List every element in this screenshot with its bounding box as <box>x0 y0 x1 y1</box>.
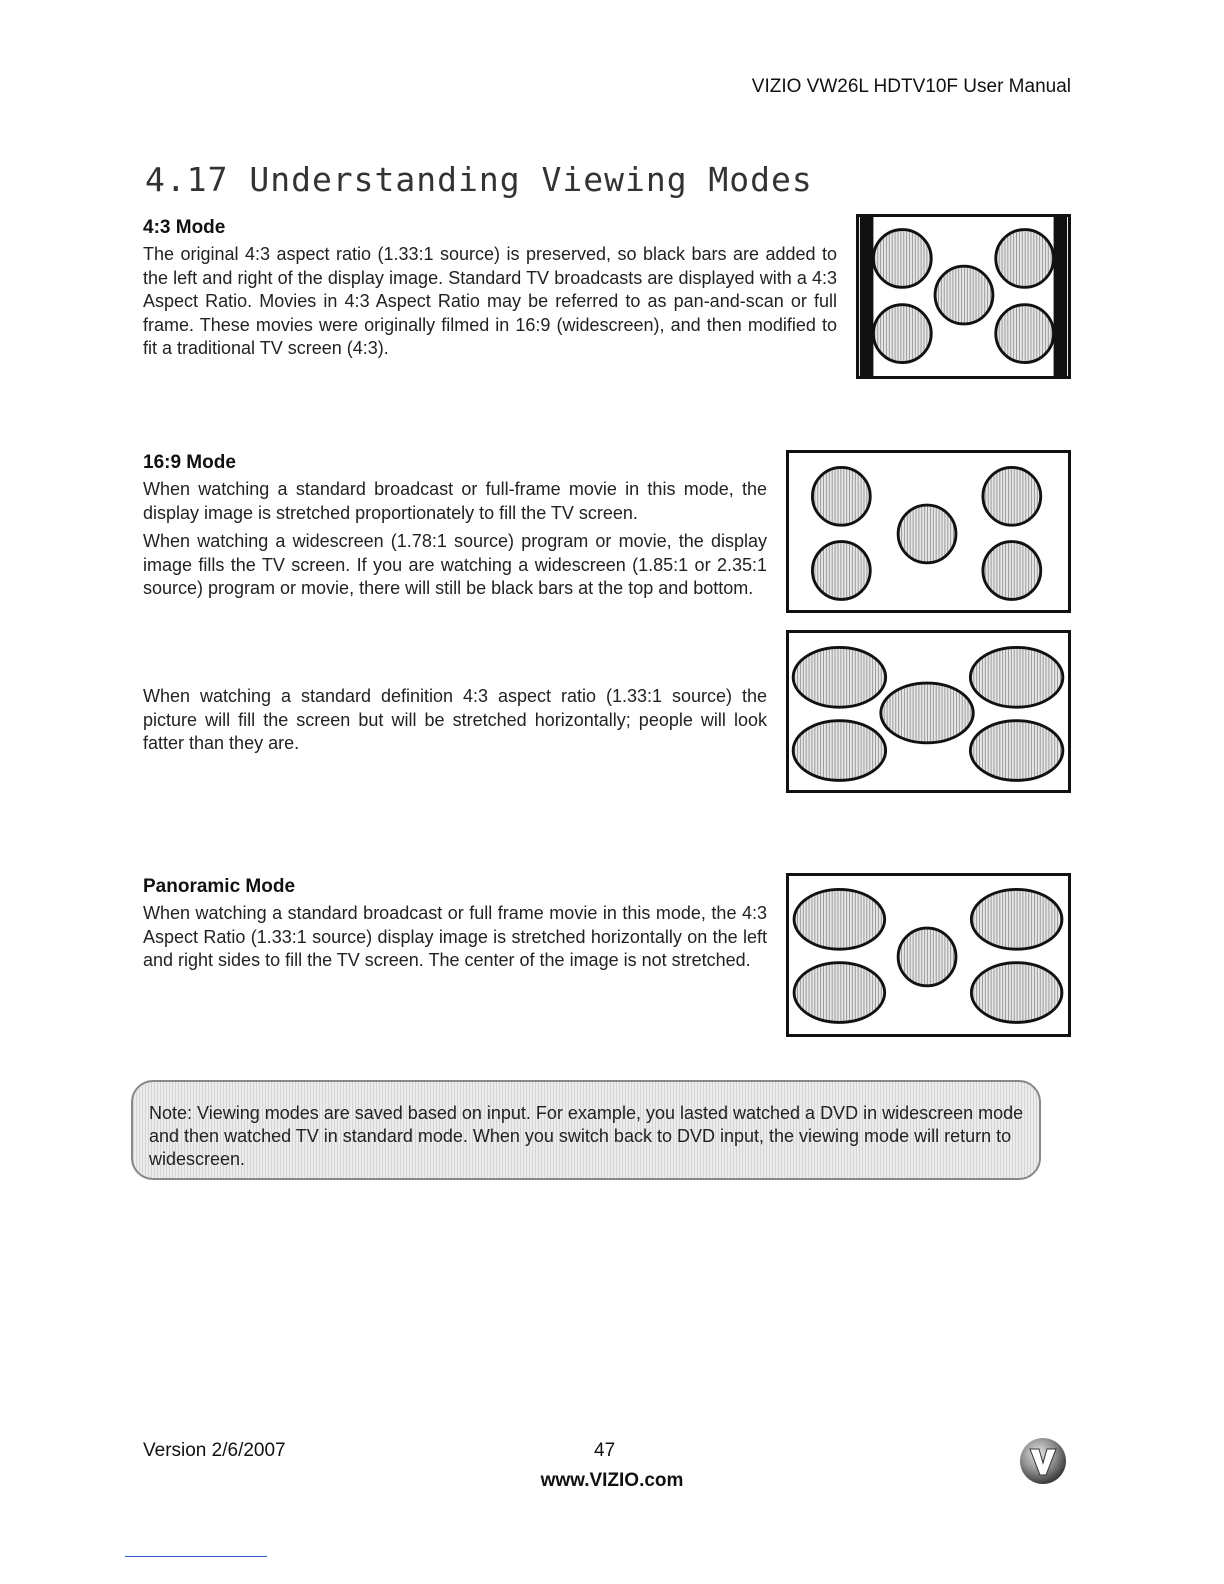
circle-shape <box>873 305 931 363</box>
ellipse-shape <box>971 889 1062 949</box>
mode-16-9-paragraph-3: When watching a standard definition 4:3 aspect ratio (1.33:1 source) the picture will fill the screen but will be stretched horizontally; people will look fatter than they are. <box>143 686 767 753</box>
mode-4-3-section <box>143 217 837 361</box>
circle-shape <box>898 505 956 563</box>
note-box <box>131 1080 1041 1180</box>
circle-shape <box>983 467 1041 525</box>
figure-panoramic-mode <box>786 873 1071 1037</box>
figure-16-9-widescreen-svg <box>789 453 1068 610</box>
left-black-bar <box>860 217 873 376</box>
figure-panoramic-svg <box>789 876 1068 1034</box>
figure-16-9-stretched-svg <box>789 633 1068 790</box>
page-number: 47 <box>594 1440 616 1461</box>
mode-16-9-stretch-section <box>143 685 767 756</box>
ellipse-shape <box>794 963 885 1023</box>
version-label: Version 2/6/2007 <box>143 1440 286 1461</box>
figure-16-9-stretched <box>786 630 1071 793</box>
circle-shape <box>873 230 931 288</box>
mode-16-9-section <box>143 452 767 601</box>
ellipse-shape <box>970 721 1062 781</box>
circle-shape <box>996 305 1054 363</box>
mode-4-3-heading: 4:3 Mode <box>143 217 226 238</box>
note-text: Note: Viewing modes are saved based on input. For example, you lasted watched a DVD in widescreen mode and then watched TV in standard mode. When you switch back to DVD input, the viewing mode will return to widescreen. <box>149 1103 1024 1169</box>
figure-4-3-mode <box>856 214 1071 379</box>
circle-shape <box>898 928 956 986</box>
panoramic-mode-section <box>143 876 767 973</box>
panoramic-mode-heading: Panoramic Mode <box>143 876 296 897</box>
ellipse-shape <box>970 647 1062 707</box>
mode-16-9-paragraph-2: When watching a widescreen (1.78:1 source) program or movie, the display image fills the TV screen. If you are watching a widescreen (1.85:1 or 2.35:1 source) program or movie, there will still be black bars at the top and bottom. <box>143 531 767 598</box>
ellipse-shape <box>793 647 885 707</box>
ellipse-shape <box>794 889 885 949</box>
circle-shape <box>935 266 993 324</box>
vizio-logo-icon <box>1018 1436 1068 1486</box>
circle-shape <box>996 230 1054 288</box>
manual-title: VIZIO VW26L HDTV10F User Manual <box>751 76 1071 97</box>
mode-16-9-heading: 16:9 Mode <box>143 452 236 473</box>
figure-4-3-svg <box>859 217 1068 376</box>
section-title: 4.17 Understanding Viewing Modes <box>145 160 813 199</box>
mode-4-3-paragraph: The original 4:3 aspect ratio (1.33:1 source) is preserved, so black bars are added to the left and right of the display image. Standard TV broadcasts are displayed with a 4:3 Aspect Ratio. Movies in 4:3 Aspect Ratio may be referred to as pan-and-scan or full frame. These movies were originally filmed in 16:9 (widescreen), and then modified to fit a traditional TV screen (4:3). <box>143 244 837 358</box>
panoramic-mode-paragraph: When watching a standard broadcast or full frame movie in this mode, the 4:3 Aspect Ratio (1.33:1 source) display image is stretched horizontally on the left and right sides to fill the TV screen. The center of the image is not stretched. <box>143 903 767 970</box>
ellipse-shape <box>881 683 973 743</box>
figure-16-9-widescreen <box>786 450 1071 613</box>
ellipse-shape <box>793 721 885 781</box>
circle-shape <box>812 467 870 525</box>
circle-shape <box>983 542 1041 600</box>
circle-shape <box>812 542 870 600</box>
mode-16-9-paragraph-1: When watching a standard broadcast or full-frame movie in this mode, the display image is stretched proportionately to fill the TV screen. <box>143 479 767 523</box>
footer-divider <box>125 1556 267 1557</box>
website-link[interactable]: www.VIZIO.com <box>540 1470 684 1491</box>
right-black-bar <box>1054 217 1067 376</box>
ellipse-shape <box>971 963 1062 1023</box>
